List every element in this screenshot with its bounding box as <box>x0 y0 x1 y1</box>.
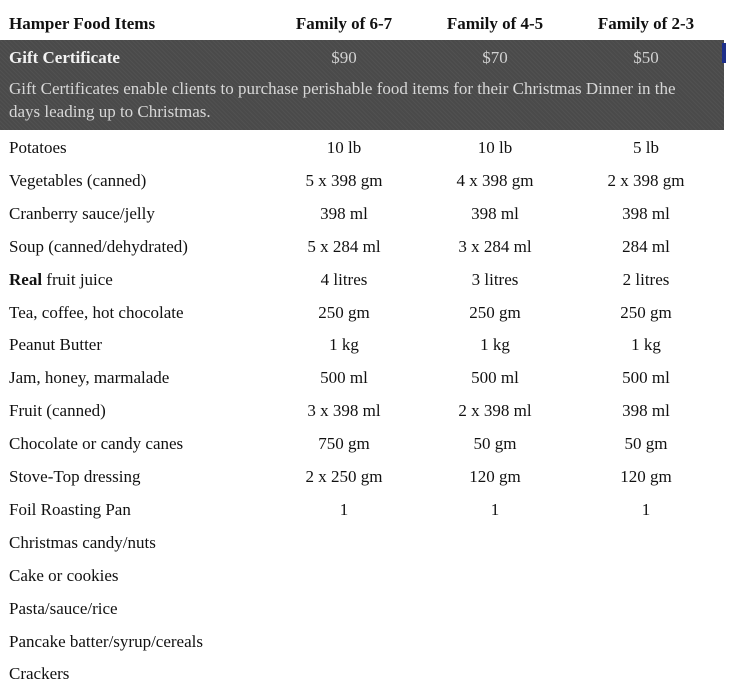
qty-family-2-3: 120 gm <box>620 467 672 486</box>
table-row <box>0 263 729 296</box>
header-family-6-7: Family of 6-7 <box>295 14 393 33</box>
table-row <box>0 296 729 329</box>
gift-certificate-band <box>0 40 724 130</box>
item-name: Vegetables (canned) <box>9 170 147 190</box>
qty-family-4-5: 10 lb <box>477 138 513 157</box>
table-row <box>0 592 729 625</box>
qty-family-6-7: 398 ml <box>320 203 368 223</box>
qty-family-2-3: 250 gm <box>620 302 672 322</box>
item-name: Jam, honey, marmalade <box>9 368 170 388</box>
qty-family-6-7: 1 kg <box>329 335 359 355</box>
item-name: Foil Roasting Pan <box>9 499 131 519</box>
item-name: Soup (canned/dehydrated) <box>9 236 188 256</box>
qty-family-6-7: 10 lb <box>326 138 362 157</box>
edge-mark <box>722 43 726 63</box>
table-row <box>0 657 729 690</box>
table-row <box>0 230 729 263</box>
item-name <box>9 263 113 296</box>
gift-certificate-amount-6-7: $90 <box>331 48 357 67</box>
header-family-4-5: Family of 4-5 <box>446 14 544 33</box>
qty-family-6-7: 750 gm <box>318 434 370 454</box>
qty-family-4-5: 1 kg <box>480 335 510 355</box>
table-row <box>0 328 729 361</box>
qty-family-6-7: 250 gm <box>318 302 370 322</box>
table-row <box>0 427 729 460</box>
qty-family-2-3: 2 x 398 gm <box>607 170 685 190</box>
header-item: Hamper Food Items <box>9 14 156 33</box>
gift-certificate-label: Gift Certificate <box>9 48 120 67</box>
gift-certificate-amount-2-3: $50 <box>633 48 659 67</box>
qty-family-6-7: 5 x 398 gm <box>305 170 383 190</box>
item-name: Peanut Butter <box>9 335 103 355</box>
item-name: Christmas candy/nuts <box>9 532 156 552</box>
table-row <box>0 559 729 592</box>
qty-family-4-5: 500 ml <box>471 368 519 388</box>
item-name: Chocolate or candy canes <box>9 434 184 454</box>
gift-certificate-row <box>0 43 724 73</box>
qty-family-4-5: 2 x 398 ml <box>458 401 532 421</box>
qty-family-4-5: 3 x 284 ml <box>458 236 532 256</box>
qty-family-6-7: 2 x 250 gm <box>305 467 383 486</box>
qty-family-2-3: 284 ml <box>622 236 670 256</box>
qty-family-2-3: 1 kg <box>631 335 661 355</box>
qty-family-2-3: 2 litres <box>622 269 670 289</box>
qty-family-2-3: 1 <box>641 499 651 519</box>
qty-family-4-5: 120 gm <box>469 467 521 486</box>
qty-family-4-5: 398 ml <box>471 203 519 223</box>
table-header-row <box>0 7 729 41</box>
table-row <box>0 164 729 197</box>
qty-family-4-5: 250 gm <box>469 302 521 322</box>
qty-family-2-3: 50 gm <box>624 434 668 454</box>
item-name: Stove-Top dressing <box>9 467 141 486</box>
item-name-emphasis: Real <box>9 269 43 289</box>
qty-family-6-7: 1 <box>339 499 349 519</box>
qty-family-2-3: 398 ml <box>622 401 670 421</box>
item-name: Pasta/sauce/rice <box>9 598 118 618</box>
table-row <box>0 460 729 493</box>
table-row <box>0 361 729 394</box>
qty-family-6-7: 3 x 398 ml <box>307 401 381 421</box>
item-name: Tea, coffee, hot chocolate <box>9 302 184 322</box>
qty-family-6-7: 4 litres <box>320 269 368 289</box>
gift-certificate-amount-4-5: $70 <box>482 48 508 67</box>
qty-family-2-3: 500 ml <box>622 368 670 388</box>
table-row <box>0 493 729 526</box>
table-row <box>0 394 729 427</box>
item-name: Pancake batter/syrup/cereals <box>9 631 203 651</box>
qty-family-6-7: 500 ml <box>320 368 368 388</box>
item-name-rest: fruit juice <box>42 269 113 289</box>
gift-certificate-description: Gift Certificates enable clients to purchase perishable food items for their Christmas Dinner in the days leading up to Christmas. <box>9 79 676 121</box>
item-name: Crackers <box>9 664 70 684</box>
table-row <box>0 625 729 658</box>
qty-family-4-5: 50 gm <box>473 434 517 454</box>
item-name: Fruit (canned) <box>9 401 106 421</box>
table-row <box>0 197 729 230</box>
qty-family-4-5: 3 litres <box>471 269 519 289</box>
item-name: Potatoes <box>9 138 67 157</box>
qty-family-2-3: 5 lb <box>633 138 659 157</box>
qty-family-2-3: 398 ml <box>622 203 670 223</box>
qty-family-4-5: 4 x 398 gm <box>456 170 534 190</box>
item-name: Cake or cookies <box>9 565 119 585</box>
table-row <box>0 131 729 164</box>
item-name: Cranberry sauce/jelly <box>9 203 155 223</box>
qty-family-6-7: 5 x 284 ml <box>307 236 381 256</box>
qty-family-4-5: 1 <box>490 499 500 519</box>
header-family-2-3: Family of 2-3 <box>597 14 695 33</box>
table-row <box>0 526 729 559</box>
